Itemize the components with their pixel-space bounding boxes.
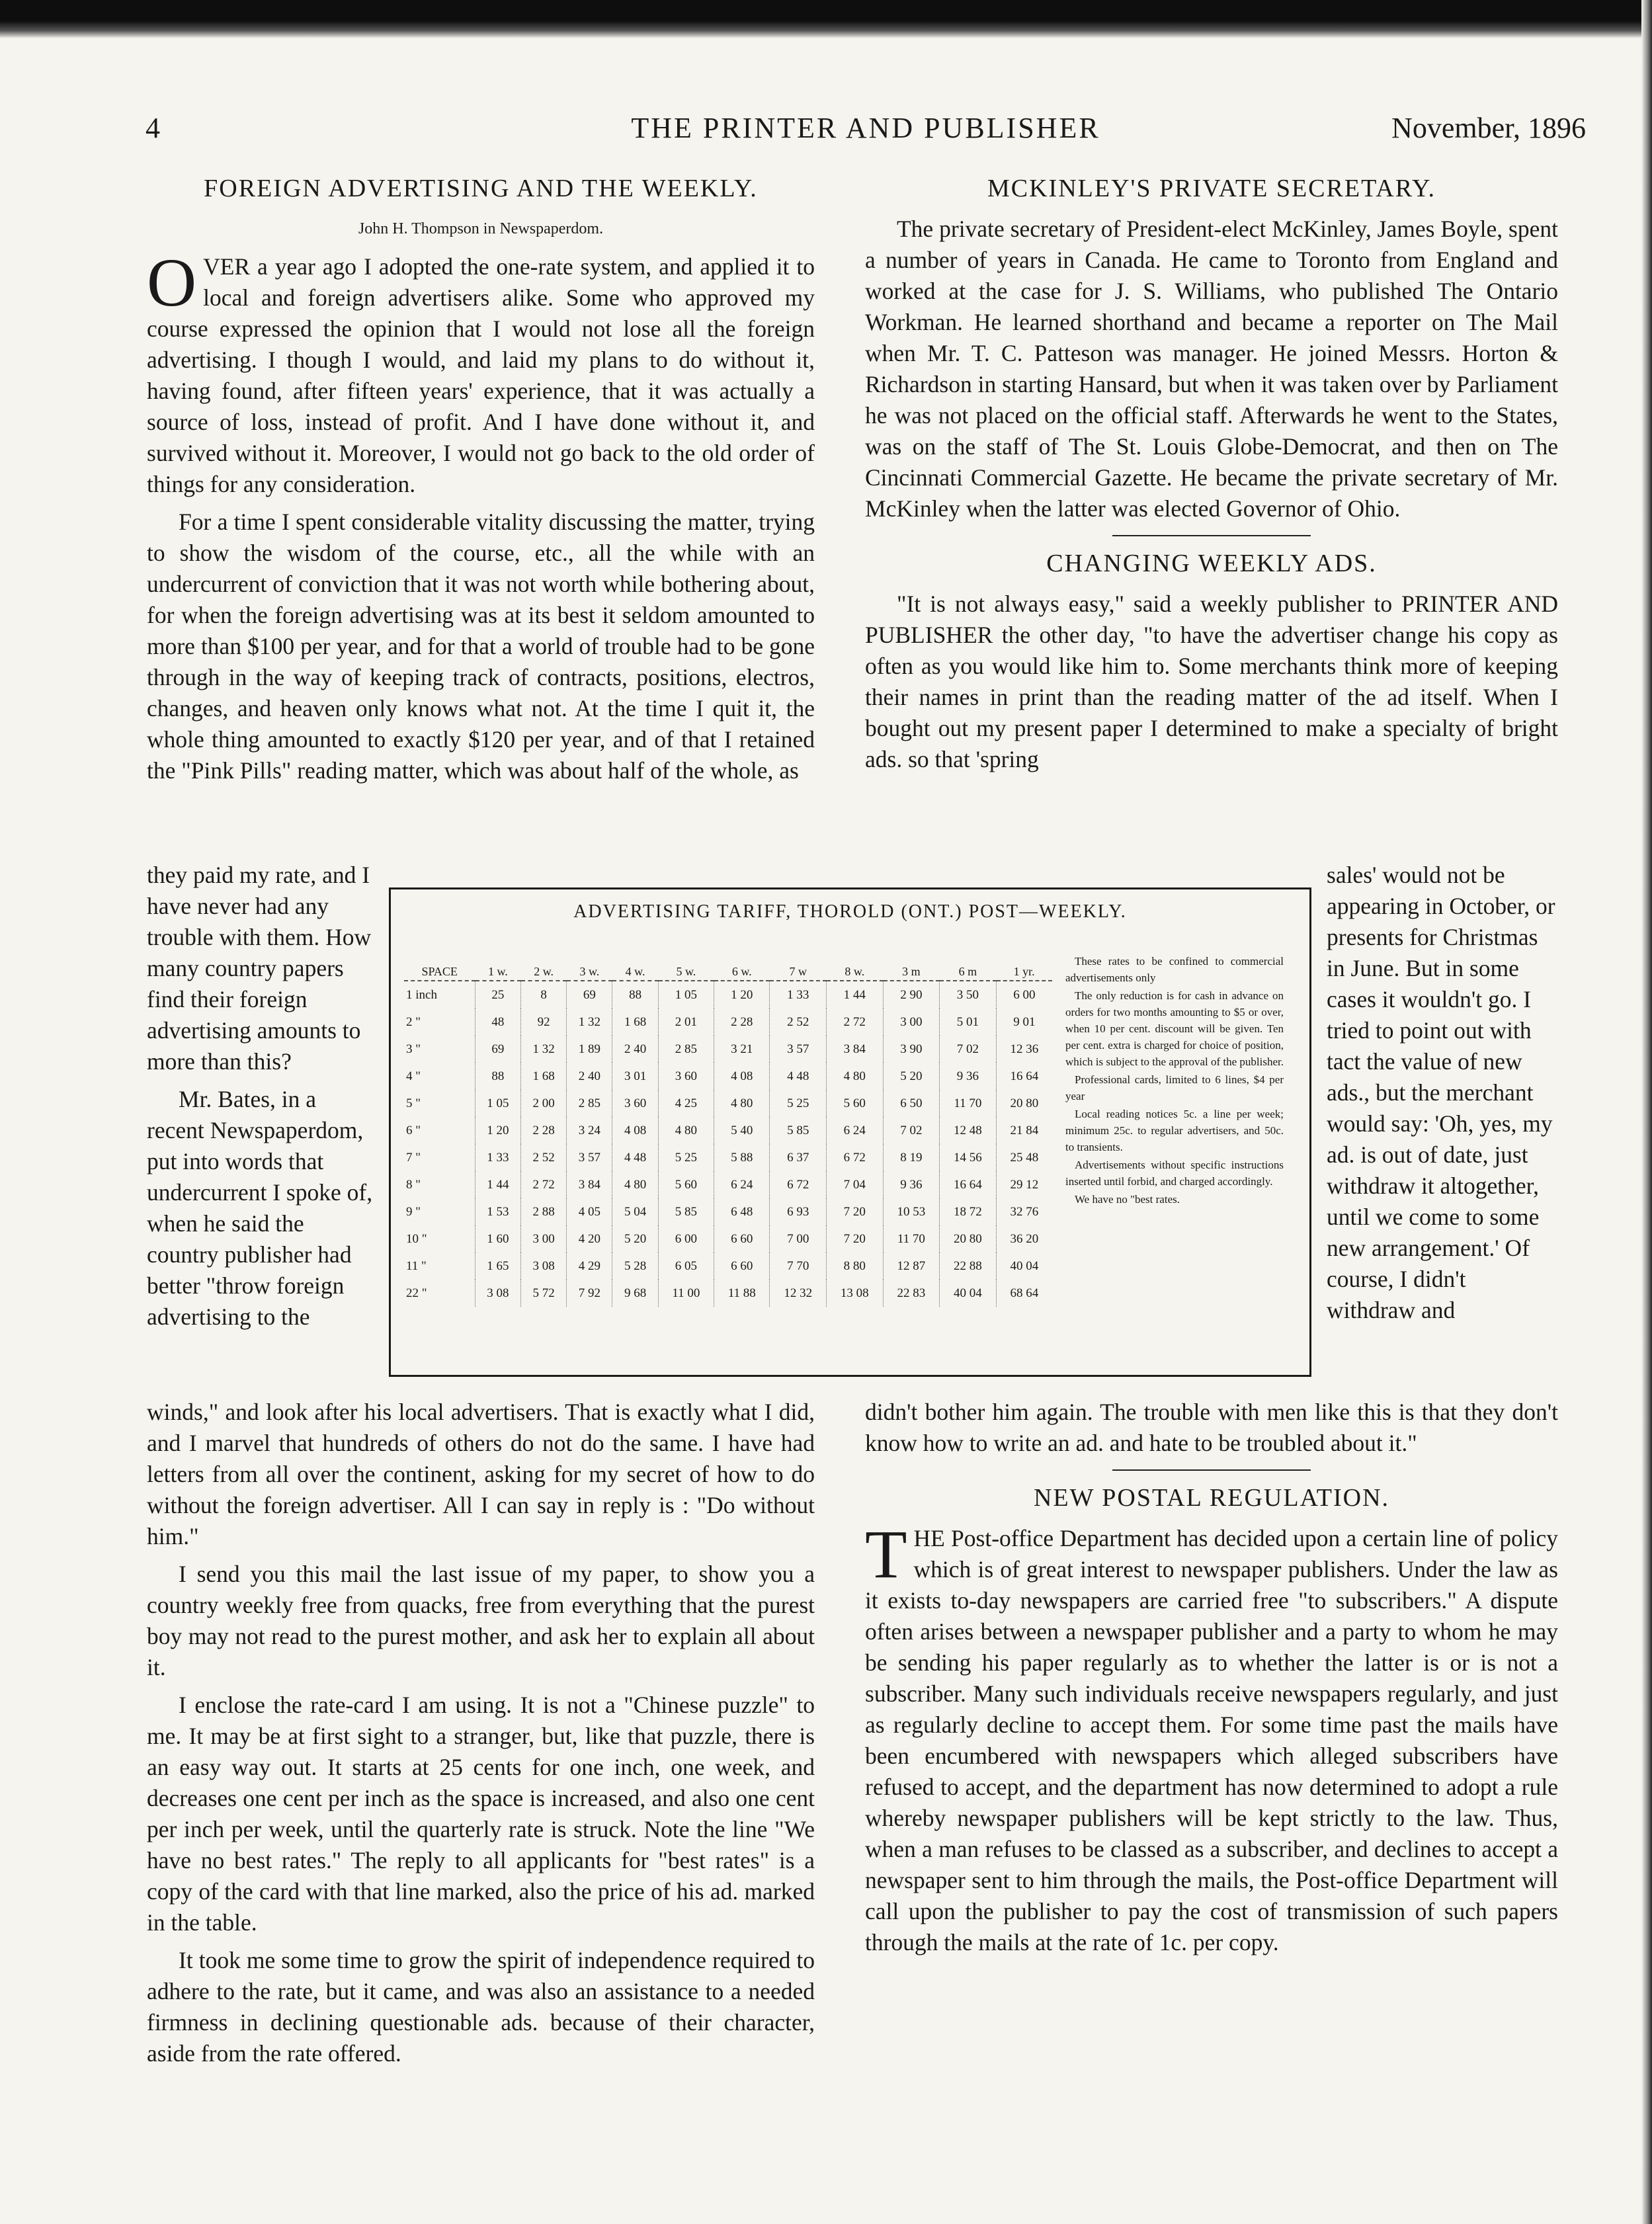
table-cell: 3 60: [658, 1063, 714, 1090]
table-cell: 7 ": [406, 1150, 421, 1165]
table-cell: 32 76: [996, 1198, 1052, 1225]
table-cell: 8 ": [406, 1177, 421, 1192]
table-cell: 3 00: [883, 1009, 940, 1036]
table-cell: 3 ": [406, 1042, 421, 1056]
table-cell: 1 89: [567, 1036, 612, 1063]
table-row: [404, 1280, 1052, 1307]
tariff-table: [404, 964, 1052, 1307]
foreign-advertising-continued: [147, 1397, 815, 2076]
table-cell: 25 48: [996, 1144, 1052, 1171]
table-cell: 2 85: [658, 1036, 714, 1063]
narrow-text-right: [1327, 860, 1558, 1333]
table-cell: 7 70: [770, 1253, 827, 1280]
table-cell: 7 00: [770, 1225, 827, 1253]
article-title: MCKINLEY'S PRIVATE SECRETARY.: [987, 175, 1436, 202]
table-cell: 11 70: [883, 1225, 940, 1253]
table-cell: 2 40: [612, 1036, 658, 1063]
table-cell: 3 84: [827, 1036, 884, 1063]
scan-right-edge: [1641, 0, 1652, 2224]
table-cell: 2 52: [770, 1009, 827, 1036]
table-cell: 9 68: [612, 1280, 658, 1307]
table-cell: 22 83: [883, 1280, 940, 1307]
table-cell: 3 21: [714, 1036, 770, 1063]
publication-title: THE PRINTER AND PUBLISHER: [631, 112, 1100, 144]
column-header: 3 w.: [567, 964, 612, 981]
table-header-row: [404, 964, 1052, 981]
table-cell: 3 50: [940, 981, 997, 1009]
table-cell: 3 57: [770, 1036, 827, 1063]
table-cell: 1 44: [827, 981, 884, 1009]
scan-top-edge: [0, 0, 1652, 38]
table-cell: 92: [521, 1009, 567, 1036]
table-cell: 2 ": [406, 1014, 421, 1029]
table-cell: 3 00: [521, 1225, 567, 1253]
table-cell: 5 60: [658, 1171, 714, 1198]
table-cell: 4 29: [567, 1253, 612, 1280]
table-row: [404, 1117, 1052, 1144]
table-cell: 9 36: [940, 1063, 997, 1090]
tariff-notes: [1065, 953, 1284, 1209]
table-cell: 2 01: [658, 1009, 714, 1036]
table-cell: 16 64: [940, 1171, 997, 1198]
table-cell: 1 44: [475, 1171, 520, 1198]
tariff-note: Professional cards, limited to 6 lines, $4 per year: [1065, 1073, 1284, 1102]
table-cell: 2 88: [521, 1198, 567, 1225]
table-cell: 1 33: [770, 981, 827, 1009]
table-cell: 6 72: [827, 1144, 884, 1171]
narrow-text-left: [147, 860, 375, 1339]
table-cell: 4 48: [612, 1144, 658, 1171]
table-cell: 4 80: [658, 1117, 714, 1144]
table-cell: 36 20: [996, 1225, 1052, 1253]
table-cell: 4 80: [612, 1171, 658, 1198]
table-cell: 6 24: [827, 1117, 884, 1144]
table-cell: 13 08: [827, 1280, 884, 1307]
table-cell: 3 01: [612, 1063, 658, 1090]
article-title: CHANGING WEEKLY ADS.: [1046, 550, 1377, 577]
table-cell: 2 00: [521, 1090, 567, 1117]
article-paragraph: winds," and look after his local advertisers. That is exactly what I did, and I marvel that hundreds of others do not do the same. I have had letters from all over the continent, asking for my secret of how to do without the foreign advertiser. All I can say in reply is : "Do without him.": [147, 1399, 815, 1549]
column-header: 1 yr.: [996, 964, 1052, 981]
table-cell: 3 90: [883, 1036, 940, 1063]
table-cell: 6 24: [714, 1171, 770, 1198]
table-row: [404, 1036, 1052, 1063]
table-cell: 3 57: [567, 1144, 612, 1171]
table-cell: 3 08: [475, 1280, 520, 1307]
column-header: 7 w: [770, 964, 827, 981]
tariff-title: ADVERTISING TARIFF, THOROLD (ONT.) POST—WEEKLY.: [573, 901, 1127, 922]
table-cell: 4 20: [567, 1225, 612, 1253]
issue-date: November, 1896: [1391, 112, 1586, 144]
table-cell: 1 05: [658, 981, 714, 1009]
table-cell: 5 20: [612, 1225, 658, 1253]
table-cell: 7 92: [567, 1280, 612, 1307]
table-cell: 6 50: [883, 1090, 940, 1117]
table-cell: 4 48: [770, 1063, 827, 1090]
table-row: [404, 1198, 1052, 1225]
table-cell: 1 33: [475, 1144, 520, 1171]
table-cell: 2 40: [567, 1063, 612, 1090]
table-cell: 5 72: [521, 1280, 567, 1307]
drop-cap: T: [865, 1516, 907, 1592]
table-cell: 5 01: [940, 1009, 997, 1036]
table-cell: 4 08: [612, 1117, 658, 1144]
article-paragraph: It took me some time to grow the spirit of independence required to adhere to the rate, but it came, and was also an assistance to a needed firmness in declining questionable ads. because of their character, aside from the rate offered.: [147, 1947, 815, 2067]
article-paragraph: sales' would not be appearing in October, or presents for Christmas in June. But in some cases it wouldn't go. I tried to point out with tact the value of new ads., but the merchant would say: 'Oh, yes, my ad. is out of date, just withdraw it altogether, until we come to some new arrangement.' Of course, I didn't withdraw and: [1327, 862, 1555, 1323]
table-cell: 1 53: [475, 1198, 520, 1225]
table-cell: 5 88: [714, 1144, 770, 1171]
table-row: [404, 1253, 1052, 1280]
table-cell: 68 64: [996, 1280, 1052, 1307]
table-cell: 6 60: [714, 1225, 770, 1253]
table-row: [404, 1009, 1052, 1036]
tariff-note: Local reading notices 5c. a line per week; minimum 25c. to regular advertisers, and 50c. to transients.: [1065, 1108, 1284, 1153]
column-header: 1 w.: [475, 964, 520, 981]
table-cell: 69: [475, 1036, 520, 1063]
column-header: 3 m: [883, 964, 940, 981]
article-paragraph: The private secretary of President-elect McKinley, James Boyle, spent a number of years in Canada. He came to Toronto from England and worked at the case for J. S. Williams, who published The Ontario Workman. He learned shorthand and became a reporter on The Mail when Mr. T. C. Patteson was manager. He joined Messrs. Horton & Richardson in starting Hansard, but when it was taken over by Parliament he was not placed on the official staff. Afterwards he went to the States, was on the staff of The St. Louis Globe-Democrat, and then on The Cincinnati Commercial Gazette. He became the private secretary of Mr. McKinley when the latter was elected Governor of Ohio.: [865, 216, 1558, 522]
column-header: 8 w.: [827, 964, 884, 981]
table-cell: 22 ": [406, 1286, 427, 1300]
table-cell: 12 48: [940, 1117, 997, 1144]
table-cell: 5 40: [714, 1117, 770, 1144]
table-cell: 8 80: [827, 1253, 884, 1280]
table-cell: 5 85: [770, 1117, 827, 1144]
table-row: [404, 1090, 1052, 1117]
table-cell: 9 ": [406, 1204, 421, 1219]
table-cell: 3 60: [612, 1090, 658, 1117]
table-cell: 1 60: [475, 1225, 520, 1253]
table-cell: 10 53: [883, 1198, 940, 1225]
tariff-note: The only reduction is for cash in advance on orders for two months amounting to $5 or over, when 10 per cent. discount will be given. Ten per cent. extra is charged for choice of position, which is subject to the approval of the publisher.: [1065, 989, 1284, 1068]
table-cell: 88: [475, 1063, 520, 1090]
table-cell: 1 inch: [406, 987, 437, 1002]
article-paragraph: didn't bother him again. The trouble with men like this is that they don't know how to write an ad. and hate to be troubled about it.": [865, 1399, 1558, 1456]
page-header: [145, 111, 1586, 157]
column-header: 6 m: [940, 964, 997, 981]
table-cell: 3 84: [567, 1171, 612, 1198]
table-cell: 7 20: [827, 1198, 884, 1225]
table-cell: 1 68: [612, 1009, 658, 1036]
table-cell: 1 05: [475, 1090, 520, 1117]
table-cell: 6 72: [770, 1171, 827, 1198]
table-cell: 40 04: [940, 1280, 997, 1307]
table-cell: 11 70: [940, 1090, 997, 1117]
section-rule: [1112, 535, 1311, 536]
table-cell: 5 ": [406, 1096, 421, 1110]
table-cell: 5 25: [770, 1090, 827, 1117]
table-cell: 9 01: [996, 1009, 1052, 1036]
article-paragraph: I enclose the rate-card I am using. It is not a "Chinese puzzle" to me. It may be at first sight to a stranger, but, like that puzzle, there is an easy way out. It starts at 25 cents for one inch, one week, and decreases one cent per inch as the space is increased, and also one cent per inch per week, until the quarterly rate is struck. Note the line "We have no best rates." The reply to all applicants for "best rates" is a copy of the card with that line marked, also the price of his ad. marked in the table.: [147, 1692, 815, 1936]
table-cell: 1 68: [521, 1063, 567, 1090]
table-cell: 6 48: [714, 1198, 770, 1225]
right-column-upper: [865, 173, 1558, 782]
column-header: 6 w.: [714, 964, 770, 981]
article-paragraph: OVER a year ago I adopted the one-rate system, and applied it to local and foreign advertisers alike. Some who approved my course expressed the opinion that I would not lose all the foreign advertising. I though I would, and laid my plans to do without it, having found, after fifteen years' experience, that it was actually a source of loss, instead of profit. And I have done without it, and survived without it. Moreover, I would not go back to the old order of things for any consideration.: [147, 245, 815, 497]
table-cell: 48: [475, 1009, 520, 1036]
column-header: 5 w.: [658, 964, 714, 981]
table-cell: 88: [612, 981, 658, 1009]
table-cell: 1 20: [714, 981, 770, 1009]
table-cell: 6 00: [658, 1225, 714, 1253]
table-cell: 8 19: [883, 1144, 940, 1171]
table-cell: 11 88: [714, 1280, 770, 1307]
table-cell: 21 84: [996, 1117, 1052, 1144]
article-byline: John H. Thompson in Newspaperdom.: [358, 220, 604, 237]
tariff-note: These rates to be confined to commercial advertisements only: [1065, 955, 1284, 984]
table-cell: 4 25: [658, 1090, 714, 1117]
table-cell: 2 72: [827, 1009, 884, 1036]
table-cell: 11 00: [658, 1280, 714, 1307]
table-cell: 12 32: [770, 1280, 827, 1307]
table-cell: 12 87: [883, 1253, 940, 1280]
table-cell: 14 56: [940, 1144, 997, 1171]
table-row: [404, 1144, 1052, 1171]
tariff-note: We have no "best rates.: [1075, 1193, 1180, 1206]
table-cell: 5 28: [612, 1253, 658, 1280]
table-cell: 3 24: [567, 1117, 612, 1144]
table-cell: 2 52: [521, 1144, 567, 1171]
table-cell: 18 72: [940, 1198, 997, 1225]
table-cell: 25: [475, 981, 520, 1009]
article-paragraph: For a time I spent considerable vitality discussing the matter, trying to show the wisdom of the course, etc., all the while with an undercurrent of conviction that it was not worth while bothering about, for when the foreign advertising was at its best it seldom amounted to more than $100 per year, and for that a world of trouble had to be gone through in the way of keeping track of contracts, positions, electros, changes, and heaven only knows what not. At the time I quit it, the whole thing amounted to exactly $120 per year, and of that I retained the "Pink Pills" reading matter, which was about half of the whole, as: [147, 509, 815, 784]
table-cell: 11 ": [406, 1258, 427, 1273]
drop-cap: O: [147, 245, 197, 321]
table-row: [404, 981, 1052, 1009]
table-cell: 1 32: [567, 1009, 612, 1036]
table-cell: 2 28: [714, 1009, 770, 1036]
table-body: [404, 981, 1052, 1307]
table-cell: 12 36: [996, 1036, 1052, 1063]
table-cell: 2 28: [521, 1117, 567, 1144]
table-row: [404, 1171, 1052, 1198]
table-cell: 69: [567, 981, 612, 1009]
table-cell: 4 08: [714, 1063, 770, 1090]
table-cell: 1 65: [475, 1253, 520, 1280]
article-paragraph: they paid my rate, and I have never had any trouble with them. How many country papers find their foreign advertising amounts to more than this?: [147, 862, 372, 1075]
table-cell: 10 ": [406, 1231, 427, 1246]
table-cell: 4 ": [406, 1069, 421, 1083]
article-paragraph: "It is not always easy," said a weekly publisher to PRINTER AND PUBLISHER the other day, "to have the advertiser change his copy as often as you would like him to. Some merchants think more of keeping their names in print than the reading matter of the ad itself. When I bought out my present paper I determined to make a specialty of bright ads. so that 'spring: [865, 591, 1558, 772]
section-rule: [1112, 1469, 1311, 1471]
column-header: SPACE: [404, 964, 475, 981]
table-cell: 5 20: [883, 1063, 940, 1090]
table-cell: 1 20: [475, 1117, 520, 1144]
tariff-note: Advertisements without specific instructions inserted until forbid, and charged accordingly.: [1065, 1159, 1284, 1188]
column-header: 2 w.: [521, 964, 567, 981]
table-cell: 16 64: [996, 1063, 1052, 1090]
table-cell: 6 ": [406, 1123, 421, 1137]
table-cell: 4 05: [567, 1198, 612, 1225]
table-cell: 4 80: [827, 1063, 884, 1090]
article-paragraph: I send you this mail the last issue of my paper, to show you a country weekly free from quacks, free from everything that the purest boy may not read to the purest mother, and ask her to explain all about it.: [147, 1561, 815, 1680]
table-cell: 5 85: [658, 1198, 714, 1225]
table-row: [404, 1063, 1052, 1090]
table-cell: 29 12: [996, 1171, 1052, 1198]
table-cell: 7 20: [827, 1225, 884, 1253]
article-paragraph: THE Post-office Department has decided upon a certain line of policy which is of great interest to newspaper publishers. Under the law as it exists to-day newspapers are carried free "to subscribers." A dispute often arises between a newspaper publisher and a party to whom he may be sending his paper regularly as to whether the latter is or is not a subscriber. Many such individuals receive newspapers regularly, and just as regularly decline to accept them. For some time past the mails have been encumbered with newspapers which alleged subscribers have refused to accept, and the department has now determined to adopt a rule whereby newspaper publishers will be kept strictly to the law. Thus, when a man refuses to be classed as a subscriber, and declines to accept a newspaper sent to him through the mails, the Post-office Department will call upon the publisher to pay the cost of transmission of such papers through the mails at the rate of 1c. per copy.: [865, 1516, 1558, 1956]
column-header: 4 w.: [612, 964, 658, 981]
table-cell: 5 04: [612, 1198, 658, 1225]
table-cell: 1 32: [521, 1036, 567, 1063]
advertising-tariff-box: [389, 887, 1311, 1377]
table-cell: 6 37: [770, 1144, 827, 1171]
table-cell: 7 04: [827, 1171, 884, 1198]
table-cell: 2 72: [521, 1171, 567, 1198]
article-paragraph: Mr. Bates, in a recent Newspaperdom, put into words that undercurrent I spoke of, when he said the country publisher had better "throw foreign advertising to the: [147, 1086, 373, 1330]
table-cell: 40 04: [996, 1253, 1052, 1280]
table-cell: 9 36: [883, 1171, 940, 1198]
table-cell: 6 60: [714, 1253, 770, 1280]
table-cell: 5 25: [658, 1144, 714, 1171]
table-cell: 3 08: [521, 1253, 567, 1280]
table-cell: 22 88: [940, 1253, 997, 1280]
table-cell: 20 80: [940, 1225, 997, 1253]
table-cell: 2 85: [567, 1090, 612, 1117]
table-cell: 6 00: [996, 981, 1052, 1009]
table-cell: 6 05: [658, 1253, 714, 1280]
table-row: [404, 1225, 1052, 1253]
page-number: 4: [145, 112, 160, 144]
right-column-lower: [865, 1397, 1558, 1965]
table-cell: 20 80: [996, 1090, 1052, 1117]
table-cell: 7 02: [883, 1117, 940, 1144]
table-cell: 7 02: [940, 1036, 997, 1063]
table-cell: 4 80: [714, 1090, 770, 1117]
article-title: NEW POSTAL REGULATION.: [1033, 1484, 1390, 1512]
article-title: FOREIGN ADVERTISING AND THE WEEKLY.: [204, 175, 758, 202]
foreign-advertising-article: [147, 173, 815, 793]
table-cell: 6 93: [770, 1198, 827, 1225]
table-cell: 2 90: [883, 981, 940, 1009]
table-cell: 8: [521, 981, 567, 1009]
table-cell: 5 60: [827, 1090, 884, 1117]
